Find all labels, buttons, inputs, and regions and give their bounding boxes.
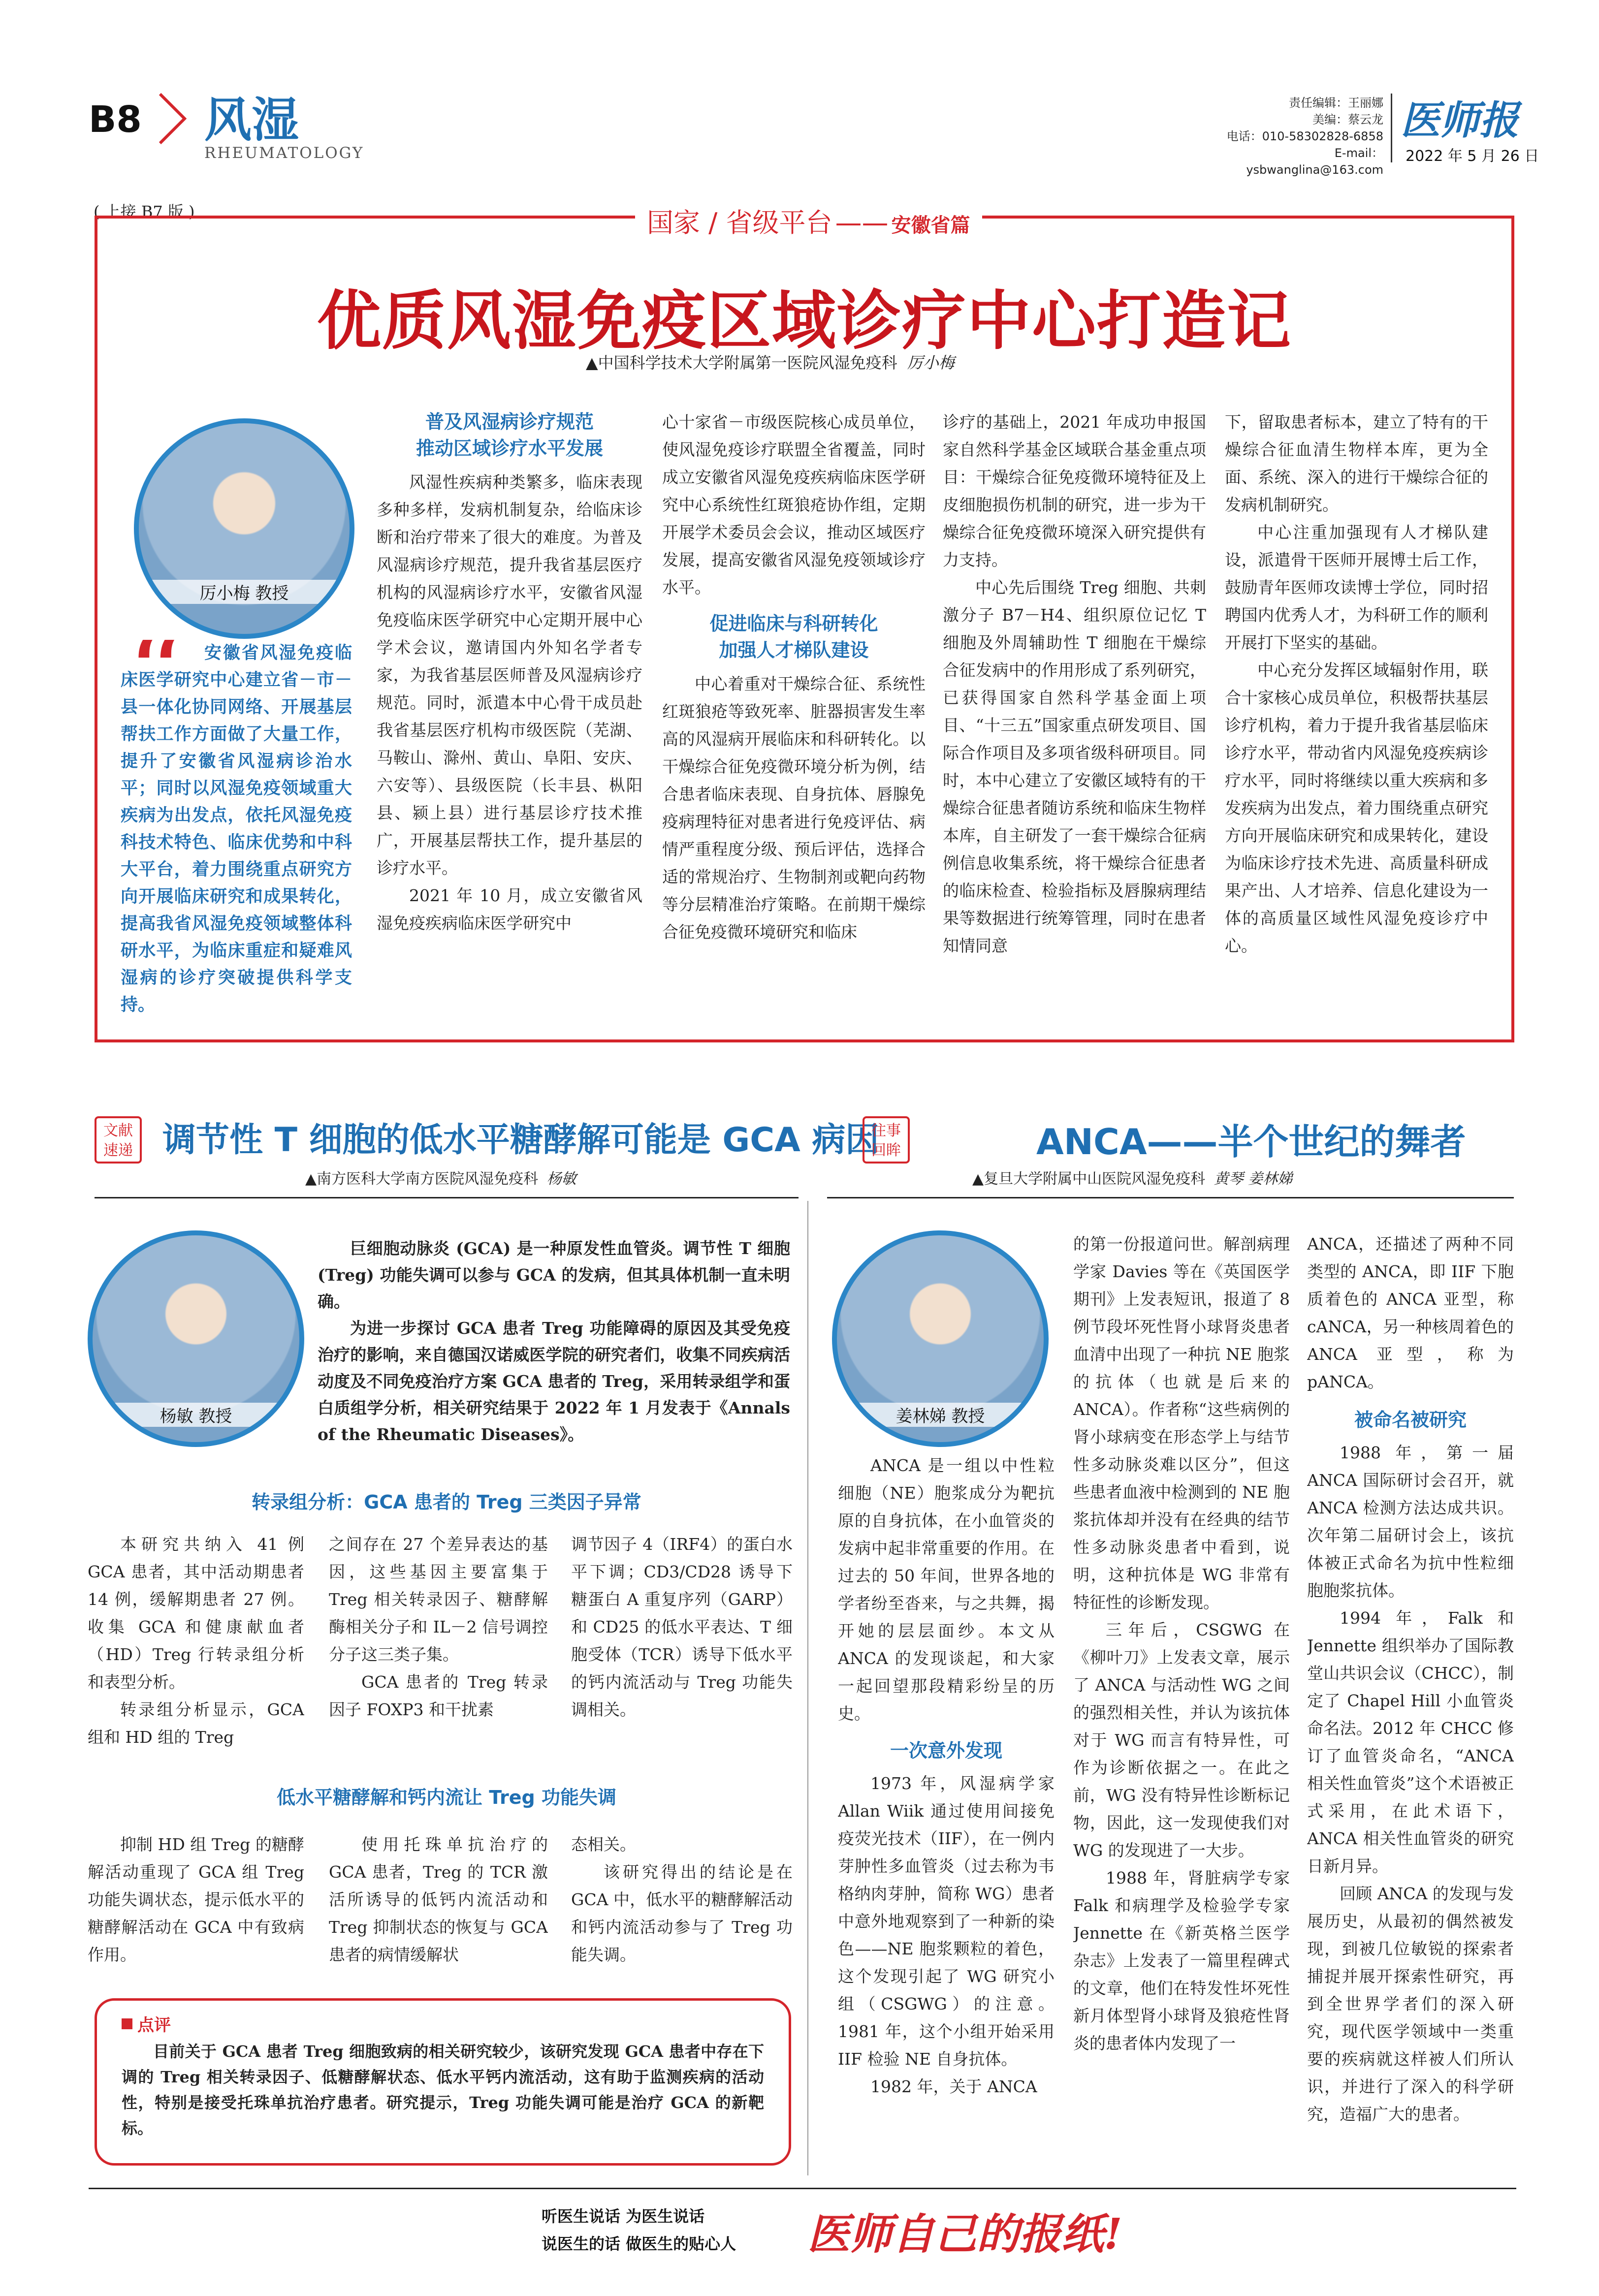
byline-affiliation: 中国科学技术大学附属第一医院风湿免疫科 [598, 353, 897, 372]
feature-paragraph: 风湿性疾病种类繁多，临床表现多种多样，发病机制复杂，给临床诊断和治疗带来了很大的难度。为普及风湿病诊疗规范，提升我省基层医疗机构的风湿病诊疗水平，安徽省风湿免疫临床医学研究中心定期开展中心学术会议，邀请国内外知名学者专家，为我省基层医师普及风湿病诊疗规范。同时，派遣本中心骨干成员赴我省基层医疗机构市级医院（芜湖、马鞍山、滁州、黄山、阜阳、安庆、六安等）、县级医院（长丰县、枞阳县、颍上县）进行基层诊疗技术推广，开展基层帮扶工作，提升基层的诊疗水平。 [377, 472, 642, 878]
feature-column-1 [377, 409, 642, 1038]
article3-paragraph: ANCA，还描述了两种不同类型的 ANCA，即 IIF 下胞质着色的 ANCA 亚型，称 cANCA，另一种核周着色的 ANCA 亚型，称为 pANCA。 [1307, 1234, 1514, 1391]
commentary-header [122, 2012, 764, 2036]
feature-column-4 [1225, 409, 1488, 1038]
article3-paragraph: 回顾 ANCA 的发现与发展历史，从最初的偶然被发现，到被几位敏锐的探索者捕捉并展开探索性研究，再到全世界学者们的深入研究，现代医学领域中一类重要的疾病就这样被人们所认识，并进行了深入的科学研究，造福广大的患者。 [1307, 1884, 1514, 2124]
article2-author-photo [88, 1230, 304, 1447]
intro-paragraph: 为进一步探讨 GCA 患者 Treg 功能障碍的原因及其受免疫治疗的影响，来自德国汉诺威医学院的研究者们，收集不同疾病活动度及不同免疫治疗方案 GCA 患者的 Treg，采用转录组学和蛋白质组学分析，相关研究结果于 2022 年 1 月发表于《Annals of the Rheumatic Diseases》。 [318, 1319, 790, 1444]
header-divider [1391, 94, 1392, 162]
byline-triangle: ▲ [305, 1170, 317, 1188]
article3-subhead-2: 被命名被研究 [1354, 1409, 1467, 1431]
art-editor-name: 美编：蔡云龙 [1312, 113, 1383, 126]
article2-intro [318, 1235, 790, 1462]
feature-title: 优质风湿免疫区域诊疗中心打造记 [317, 283, 1292, 358]
article3-byline [972, 1166, 1292, 1188]
header-chevron-icon [155, 92, 190, 146]
footer-line-2: 说医生的话 做医生的贴心人 [542, 2234, 736, 2253]
issue-date: 2022 年 5 月 26 日 [1406, 148, 1539, 165]
article3-paragraph: 三年后，CSGWG 在《柳叶刀》上发表文章，展示了 ANCA 与活动性 WG 之间的强烈相关性，并认为该抗体对于 WG 而言有特异性，可作为诊断依据之一。在此之前，WG 没有特异性诊断标记物，因此，这一发现使我们对 WG 的发现进了一大步。 [1073, 1620, 1290, 1860]
article2-paragraph: 调节因子 4（IRF4）的蛋白水平下调；CD3/CD28 诱导下糖蛋白 A 重复序列（GARP）和 CD25 的低水平表达、T 细胞受体（TCR）诱导下低水平的钙内流活动与 Treg 功能失调相关。 [571, 1535, 793, 1719]
article2-title: 调节性 T 细胞的低水平糖酵解可能是 GCA 病因 [162, 1121, 879, 1160]
commentary-box [95, 1998, 791, 2166]
article3-photo-label: 姜林娣 教授 [837, 1403, 1044, 1427]
byline-author: 厉小梅 [907, 353, 955, 372]
byline-author: 黄琴 姜林娣 [1214, 1170, 1293, 1188]
article3-subhead-1: 一次意外发现 [890, 1740, 1002, 1761]
article2-rule [95, 1197, 799, 1198]
article2-column-5 [329, 1831, 548, 1998]
feature-paragraph: 中心着重对干燥综合征、系统性红斑狼疮等致死率、脏器损害发生率高的风湿病开展临床和科研转化。以干燥综合征免疫微环境分析为例，结合患者临床表现、自身抗体、唇腺免疫病理特征对患者进行免疫评估、病情严重程度分级、预后评估，选择合适的常规治疗、生物制剂或靶向药物等分层精准治疗策略。在前期干燥综合征免疫微环境研究和临床 [662, 674, 926, 942]
article3-paragraph: ANCA 是一组以中性粒细胞（NE）胞浆成分为靶抗原的自身抗体，在小血管炎的发病中起非常重要的作用。在过去的 50 年间，世界各地的学者纷至沓来，与之共舞，揭开她的层层面纱。本文从 ANCA 的发现谈起，和大家一起回望那段精彩纷呈的历史。 [838, 1456, 1055, 1723]
literature-seal: 文献速递 [95, 1116, 142, 1164]
article2-column-6 [571, 1831, 793, 1998]
kicker-main: 国家 / 省级平台 [647, 207, 832, 238]
section-title: 风湿 [204, 93, 299, 148]
article2-column-4 [88, 1831, 304, 1998]
header-info [1206, 94, 1383, 178]
svg-text:“: “ [127, 640, 185, 714]
footer-rule [89, 2188, 1516, 2189]
article2-paragraph: 抑制 HD 组 Treg 的糖酵解活动重现了 GCA 组 Treg 功能失调状态，提示低水平的糖酵解活动在 GCA 中有致病作用。 [88, 1835, 304, 1964]
feature-kicker [635, 202, 982, 241]
byline-author: 杨敏 [546, 1170, 576, 1188]
article3-paragraph: 1973 年，风湿病学家 Allan Wiik 通过使用间接免疫荧光技术（IIF），在一例内芽肿性多血管炎（过去称为韦格纳肉芽肿，简称 WG）患者中意外地观察到了一种新的染色——NE 胞浆颗粒的着色，这个发现引起了 WG 研究小组（CSGWG）的注意。1981 年，这个小组开始采用 IIF 检验 NE 自身抗体。 [838, 1774, 1055, 2069]
byline-triangle: ▲ [586, 353, 598, 372]
feature-paragraph: 诊疗的基础上，2021 年成功申报国家自然科学基金区域联合基金重点项目：干燥综合征免疫微环境特征及上皮细胞损伤机制的研究，进一步为干燥综合征免疫微环境深入研究提供有力支持。 [943, 412, 1206, 569]
commentary-square-icon [122, 2018, 132, 2029]
article2-column-3 [571, 1531, 793, 1777]
footer [542, 2200, 1182, 2274]
article3-column-3 [1307, 1230, 1514, 2161]
kicker-region: 安徽省篇 [891, 214, 970, 237]
section-subtitle: RHEUMATOLOGY [204, 144, 364, 162]
article2-photo-label: 杨敏 教授 [93, 1403, 299, 1427]
article2-paragraph: 本研究共纳入 41 例 GCA 患者，其中活动期患者 14 例，缓解期患者 27 例。收集 GCA 和健康献血者（HD）Treg 行转录组分析和表型分析。 [88, 1535, 304, 1692]
article3-column-1 [838, 1452, 1055, 2161]
feature-subhead-1: 普及风湿病诊疗规范 推动区域诊疗水平发展 [416, 411, 603, 459]
article2-paragraph: 使用托珠单抗治疗的 GCA 患者，Treg 的 TCR 激活所诱导的低钙内流活动和 Treg 抑制状态的恢复与 GCA 患者的病情缓解状 [329, 1835, 548, 1964]
feature-paragraph: 中心注重加强现有人才梯队建设，派遣骨干医师开展博士后工作，鼓励青年医师攻读博士学位，同时招聘国内优秀人才，为科研工作的顺利开展打下坚实的基础。 [1225, 523, 1488, 652]
article2-byline [305, 1166, 576, 1188]
intro-paragraph: 巨细胞动脉炎 (GCA) 是一种原发性血管炎。调节性 T 细胞 (Treg) 功能失调可以参与 GCA 的发病，但其具体机制一直未明确。 [318, 1239, 790, 1311]
history-seal: 往事回眸 [863, 1116, 910, 1164]
feature-pullquote: 安徽省风湿免疫临床医学研究中心建立省－市－县一体化协同网络、开展基层帮扶工作方面做了大量工作，提升了安徽省风湿病诊治水平；同时以风湿免疫领域重大疾病为出发点，依托风湿免疫科技术特色、临床优势和中科大平台，着力围绕重点研究方向开展临床研究和成果转化，提高我省风湿免疫领域整体科研水平，为临床重症和疑难风湿病的诊疗突破提供科学支持。 [121, 643, 352, 1015]
footer-slogan: 医师自己的报纸! [807, 2209, 1122, 2259]
article3-rule [827, 1197, 1514, 1198]
article2-column-2 [329, 1531, 548, 1777]
page-header [0, 0, 1599, 182]
feature-column-3 [943, 409, 1206, 1038]
article3-column-2 [1073, 1230, 1290, 2161]
feature-column-2 [662, 409, 926, 1038]
feature-paragraph: 心十家省－市级医院核心成员单位，使风湿免疫诊疗联盟全省覆盖，同时成立安徽省风湿免疫疾病临床医学研究中心系统性红斑狼疮协作组，定期开展学术委员会会议，推动区域医疗发展，提高安徽省风湿免疫领域诊疗水平。 [662, 412, 926, 597]
commentary-label: 点评 [137, 2015, 171, 2035]
article2-paragraph: GCA 患者的 Treg 转录因子 FOXP3 和干扰素 [329, 1672, 548, 1719]
footer-line-1: 听医生说话 为医生说话 [542, 2207, 705, 2226]
article2-subhead-2: 低水平糖酵解和钙内流让 Treg 功能失调 [277, 1787, 616, 1808]
article3-paragraph: 1994 年，Falk 和 Jennette 组织举办了国际教堂山共识会议（CHCC），制定了 Chapel Hill 小血管炎命名法。2012 年 CHCC 修订了血管炎命名，“ANCA 相关性血管炎”这个术语被正式采用，在此术语下，ANCA 相关性血管炎的研究日新月异。 [1307, 1608, 1514, 1876]
article-divider [807, 1201, 808, 2175]
feature-paragraph: 中心先后围绕 Treg 细胞、共刺激分子 B7－H4、组织原位记忆 T 细胞及外周辅助性 T 细胞在干燥综合征发病中的作用形成了系列研究，已获得国家自然科学基金面上项目、“十三五”国家重点研发项目、国际合作项目及多项省级科研项目。同时，本中心建立了安徽区域特有的干燥综合征患者随访系统和临床生物样本库，自主研发了一套干燥综合征病例信息收集系统，将干燥综合征患者的临床检查、检验指标及唇腺病理结果等数据进行统筹管理，同时在患者知情同意 [943, 578, 1206, 955]
feature-paragraph: 中心充分发挥区域辐射作用，联合十家核心成员单位，积极帮扶基层诊疗机构，着力于提升我省基层临床诊疗水平，带动省内风湿免疫疾病诊疗水平，同时将继续以重大疾病和多发疾病为出发点，着力围绕重点研究方向开展临床研究和成果转化，建设为临床诊疗技术先进、高质量科研成果产出、人才培养、信息化建设为一体的高质量区域性风湿免疫诊疗中心。 [1225, 660, 1488, 955]
article3-title: ANCA——半个世纪的舞者 [1036, 1121, 1466, 1163]
byline-affiliation: 南方医科大学南方医院风湿免疫科 [317, 1170, 539, 1188]
article2-paragraph: 之间存在 27 个差异表达的基因，这些基因主要富集于 Treg 相关转录因子、糖酵解酶相关分子和 IL－2 信号调控分子这三类子集。 [329, 1535, 548, 1664]
article2-paragraph: 该研究得出的结论是在 GCA 中，低水平的糖酵解活动和钙内流活动参与了 Treg 功能失调。 [571, 1862, 793, 1964]
feature-paragraph: 2021 年 10 月，成立安徽省风湿免疫疾病临床医学研究中 [377, 886, 642, 933]
byline-triangle: ▲ [972, 1170, 984, 1188]
feature-author-photo [134, 418, 354, 639]
article2-subhead-1: 转录组分析：GCA 患者的 Treg 三类因子异常 [252, 1491, 641, 1513]
byline-affiliation: 复旦大学附属中山医院风湿免疫科 [984, 1170, 1206, 1188]
article3-paragraph: 1982 年，关于 ANCA [870, 2077, 1037, 2096]
article2-column-1 [88, 1531, 304, 1777]
feature-subhead-2: 促进临床与科研转化 加强人才梯队建设 [709, 613, 878, 661]
article3-paragraph: 1988 年，第一届 ANCA 国际研讨会召开，就 ANCA 检测方法达成共识。次年第二届研讨会上，该抗体被正式命名为抗中性粒细胞胞浆抗体。 [1307, 1443, 1514, 1600]
email-address: E-mail：ysbwanglina@163.com [1246, 146, 1383, 177]
feature-byline [586, 350, 955, 373]
article3-author-photo [832, 1230, 1049, 1447]
article2-paragraph: 转录组分析显示，GCA 组和 HD 组的 Treg [88, 1700, 304, 1747]
feature-paragraph: 下，留取患者标本，建立了特有的干燥综合征血清生物样本库，更为全面、系统、深入的进行干燥综合征的发病机制研究。 [1225, 412, 1488, 514]
commentary-text: 目前关于 GCA 患者 Treg 细胞致病的相关研究较少，该研究发现 GCA 患者中存在下调的 Treg 相关转录因子、低糖酵解状态、低水平钙内流活动，这有助于监测疾病的活动性，特别是接受托珠单抗治疗患者。研究提示，Treg 功能失调可能是治疗 GCA 的新靶标。 [122, 2042, 764, 2138]
kicker-dash: —— [835, 207, 889, 238]
article3-paragraph: 的第一份报道问世。解剖病理学家 Davies 等在《英国医学期刊》上发表短讯，报道了 8 例节段坏死性肾小球肾炎患者血清中出现了一种抗 NE 胞浆的抗体（也就是后来的 ANCA）。作者称“这些病例的肾小球病变在形态学上与结节性多动脉炎难以区分”，但这些患者血液中检测到的 NE 胞浆抗体却并没有在经典的结节性多动脉炎患者中看到，说明，这种抗体是 WG 非常有特征性的诊断发现。 [1073, 1234, 1290, 1612]
article3-paragraph: 1988 年，肾脏病学专家 Falk 和病理学及检验学专家 Jennette 在《新英格兰医学杂志》上发表了一篇里程碑式的文章，他们在特发性坏死性新月体型肾小球肾及狼疮性肾炎的患者体内发现了一 [1073, 1868, 1290, 2053]
article2-paragraph: 态相关。 [571, 1835, 636, 1854]
paper-name: 医师报 [1401, 97, 1519, 143]
phone-number: 电话：010-58302828-6858 [1226, 129, 1383, 143]
page-number: B8 [89, 98, 142, 141]
feature-photo-label: 厉小梅 教授 [139, 580, 350, 604]
continued-note: ( 上接 B7 版 ) [94, 202, 195, 221]
editor-name: 责任编辑：王丽娜 [1289, 96, 1383, 110]
